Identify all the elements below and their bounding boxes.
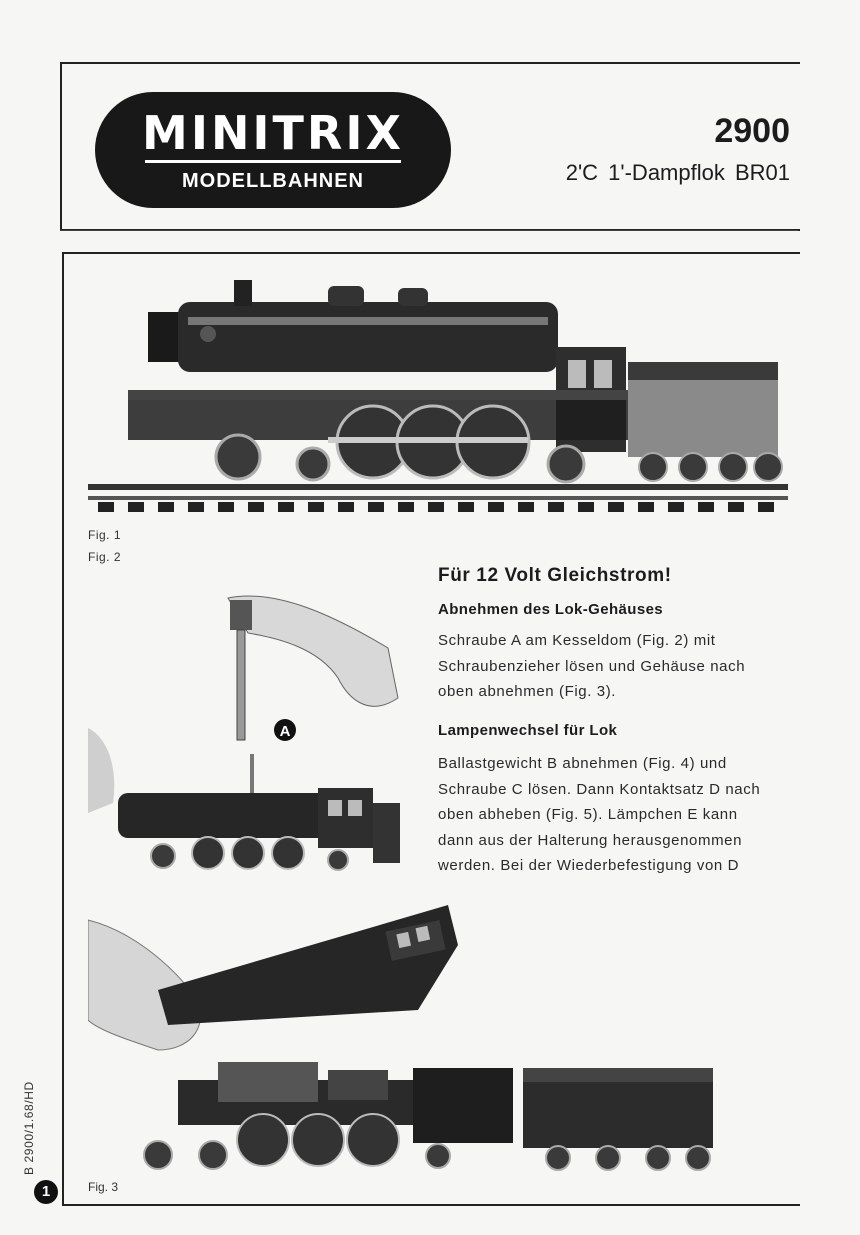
section1-title: Abnehmen des Lok-Gehäuses (438, 601, 664, 618)
section1-line: Schraubenzieher lösen und Gehäuse nach (438, 657, 746, 675)
section2-line: dann aus der Halterung herausgenommen (438, 831, 743, 849)
heading-12-volt: Für 12 Volt Gleichstrom! (438, 565, 672, 586)
logo-brand-text: MINITRIX (142, 106, 404, 160)
chassis-photo-fig3 (88, 900, 778, 1185)
header-divider (60, 230, 798, 231)
fig3-caption: Fig. 3 (88, 1180, 119, 1194)
screwdriver-photo-fig2 (88, 578, 400, 878)
model-number: 2900 (714, 112, 790, 150)
section2-line: oben abheben (Fig. 5). Lämpchen E kann (438, 806, 738, 823)
marker-a: A (279, 723, 291, 740)
minitrix-logo (95, 92, 451, 208)
model-title: 2'C 1'-Dampflok BR01 (565, 160, 790, 185)
fig1-caption: Fig. 1 (88, 528, 122, 542)
section1-line: Schraube A am Kesseldom (Fig. 2) mit (438, 632, 716, 649)
fig2-caption: Fig. 2 (88, 550, 122, 564)
section2-text (438, 751, 783, 879)
section2-line: Ballastgewicht B abnehmen (Fig. 4) und (438, 755, 727, 772)
section2-title: Lampenwechsel für Lok (438, 722, 618, 739)
locomotive-photo-fig1 (88, 272, 788, 522)
section2-line: werden. Bei der Wiederbefestigung von D (438, 857, 740, 874)
logo-rule (145, 160, 401, 163)
document-code: B 2900/1.68/HD (22, 1081, 36, 1175)
section1-line: oben abnehmen (Fig. 3). (438, 683, 617, 700)
section2-line: Schraube C lösen. Dann Kontaktsatz D nach (438, 780, 761, 798)
section1-text (438, 628, 783, 705)
logo-subtitle: MODELLBAHNEN (182, 170, 364, 192)
page-number-badge: 1 (34, 1180, 58, 1204)
